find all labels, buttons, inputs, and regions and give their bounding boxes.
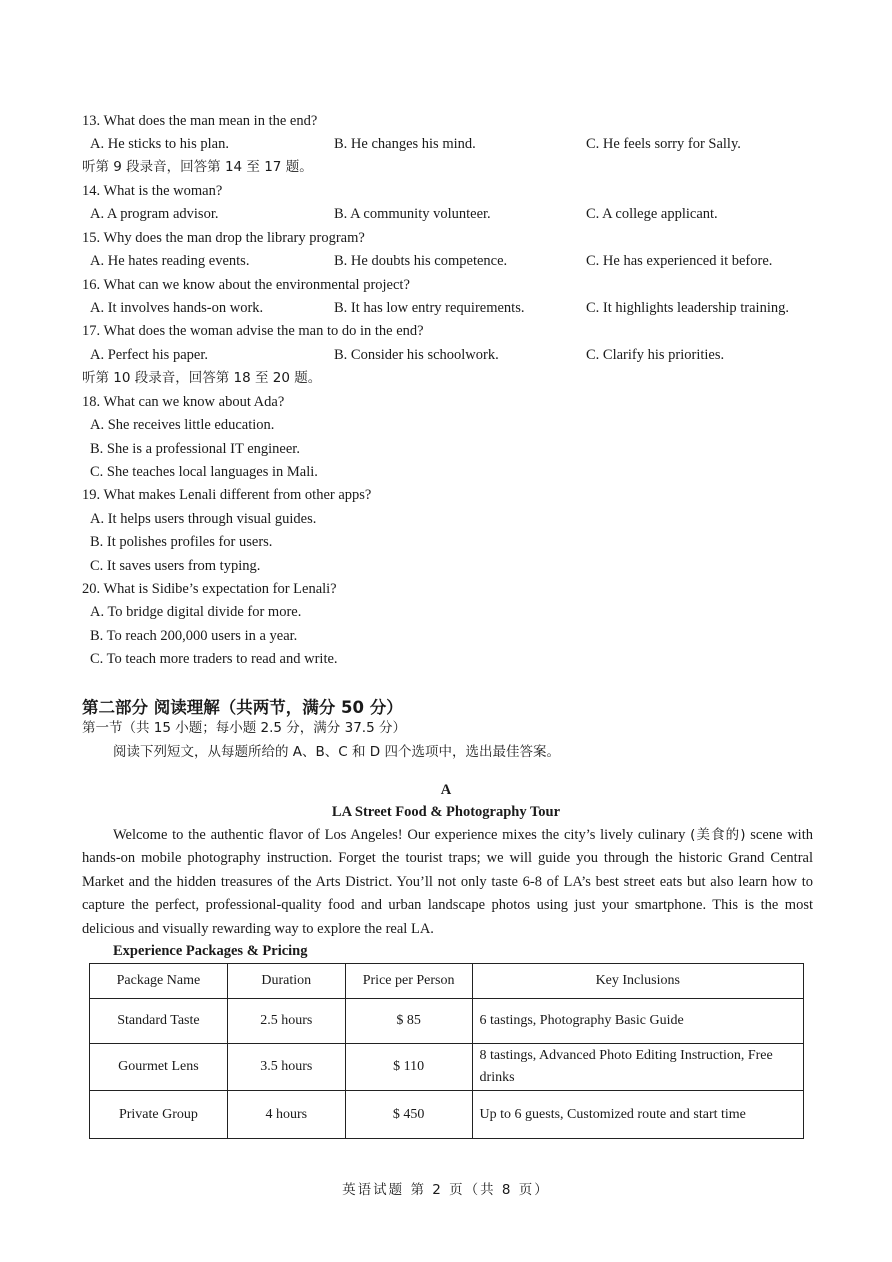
passage-title: LA Street Food & Photography Tour (331, 804, 561, 820)
question-14-option-a: A. A program advisor. (90, 206, 219, 222)
package-duration: 3.5 hours (227, 1044, 345, 1091)
question-16-stem: 16. What can we know about the environmental project? (82, 277, 410, 293)
table-row (90, 999, 804, 1044)
header-duration: Duration (227, 964, 345, 999)
question-17-option-a: A. Perfect his paper. (90, 347, 208, 363)
question-14-stem: 14. What is the woman? (82, 183, 223, 199)
package-price: $ 110 (345, 1044, 472, 1091)
header-inclusions: Key Inclusions (472, 964, 803, 999)
package-price: $ 450 (345, 1091, 472, 1139)
package-duration: 2.5 hours (227, 999, 345, 1044)
question-15-option-b: B. He doubts his competence. (334, 253, 508, 269)
question-13-stem: 13. What does the man mean in the end? (82, 113, 318, 129)
package-name: Standard Taste (90, 999, 228, 1044)
question-13-option-b: B. He changes his mind. (334, 136, 476, 152)
table-header-row (90, 964, 804, 999)
passage-letter: A (440, 782, 452, 798)
header-package-name: Package Name (90, 964, 228, 999)
question-13-option-a: A. He sticks to his plan. (90, 136, 229, 152)
page-footer: 英语试题 第 2 页（共 8 页） (342, 1182, 550, 1198)
package-price: $ 85 (345, 999, 472, 1044)
question-13-option-c: C. He feels sorry for Sally. (586, 136, 741, 152)
question-16-option-a: A. It involves hands-on work. (90, 300, 264, 316)
question-20-option-c: C. To teach more traders to read and write. (90, 651, 338, 667)
recording-9-instruction: 听第 9 段录音，回答第 14 至 17 题。 (82, 159, 313, 175)
package-inclusions: 6 tastings, Photography Basic Guide (472, 999, 803, 1044)
culinary-gloss: (美食的) (690, 827, 746, 843)
question-14-option-c: C. A college applicant. (586, 206, 718, 222)
question-15-option-a: A. He hates reading events. (90, 253, 250, 269)
question-17-option-c: C. Clarify his priorities. (586, 347, 725, 363)
question-18-stem: 18. What can we know about Ada? (82, 394, 285, 410)
question-18-option-b: B. She is a professional IT engineer. (90, 441, 300, 457)
passage-paragraph (82, 824, 813, 941)
paragraph-text-1: Welcome to the authentic flavor of Los Angeles! Our experience mixes the city’s lively culinary (113, 827, 686, 843)
pricing-table (89, 963, 804, 1139)
package-inclusions: Up to 6 guests, Customized route and start time (472, 1091, 803, 1139)
reading-instruction: 阅读下列短文，从每题所给的 A、B、C 和 D 四个选项中，选出最佳答案。 (113, 744, 560, 760)
question-20-option-b: B. To reach 200,000 users in a year. (90, 628, 298, 644)
part-two-title: 第二部分 阅读理解（共两节，满分 50 分） (82, 698, 403, 717)
question-19-option-c: C. It saves users from typing. (90, 558, 261, 574)
recording-10-instruction: 听第 10 段录音，回答第 18 至 20 题。 (82, 370, 322, 386)
question-19-option-b: B. It polishes profiles for users. (90, 534, 273, 550)
question-17-stem: 17. What does the woman advise the man to do in the end? (82, 323, 424, 339)
header-price: Price per Person (345, 964, 472, 999)
question-18-option-c: C. She teaches local languages in Mali. (90, 464, 318, 480)
table-row (90, 1091, 804, 1139)
package-name: Private Group (90, 1091, 228, 1139)
package-name: Gourmet Lens (90, 1044, 228, 1091)
question-16-option-b: B. It has low entry requirements. (334, 300, 525, 316)
question-16-option-c: C. It highlights leadership training. (586, 300, 789, 316)
table-row (90, 1044, 804, 1091)
question-17-option-b: B. Consider his schoolwork. (334, 347, 499, 363)
question-19-option-a: A. It helps users through visual guides. (90, 511, 317, 527)
table-caption: Experience Packages & Pricing (113, 943, 308, 959)
section-one-title: 第一节（共 15 小题；每小题 2.5 分，满分 37.5 分） (82, 720, 406, 736)
package-duration: 4 hours (227, 1091, 345, 1139)
question-15-stem: 15. Why does the man drop the library program? (82, 230, 365, 246)
question-20-stem: 20. What is Sidibe’s expectation for Lenali? (82, 581, 337, 597)
question-18-option-a: A. She receives little education. (90, 417, 275, 433)
paragraph-text-2: scene with hands-on mobile photography instruction. Forget the tourist traps; we will guide you through the historic Grand Central Market and the hidden treasures of the Arts District. You’ll not only taste 6-8 of LA’s best street eats but also learn how to capture the perfect, professional-quality food and urban landscape photos using just your smartphone. This is the most delicious and visually rewarding way to explore the real LA. (82, 827, 813, 937)
question-20-option-a: A. To bridge digital divide for more. (90, 604, 302, 620)
question-15-option-c: C. He has experienced it before. (586, 253, 773, 269)
question-19-stem: 19. What makes Lenali different from other apps? (82, 487, 372, 503)
question-14-option-b: B. A community volunteer. (334, 206, 491, 222)
package-inclusions: 8 tastings, Advanced Photo Editing Instruction, Free drinks (472, 1044, 803, 1091)
